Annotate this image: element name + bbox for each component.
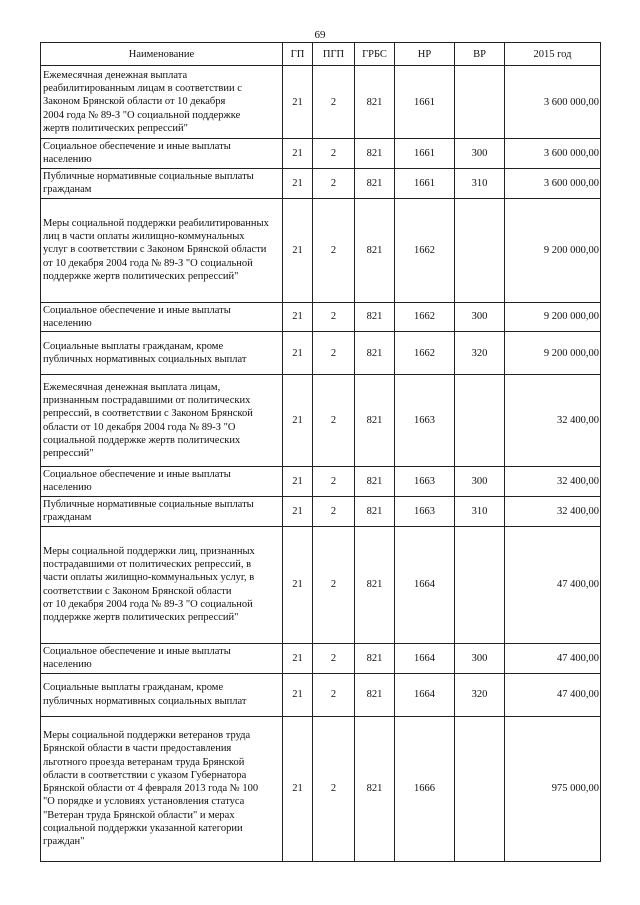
- row-vr: 300: [455, 467, 505, 497]
- row-name: Публичные нормативные социальные выплаты гражданам: [41, 168, 283, 198]
- row-grbs: 821: [355, 643, 395, 673]
- row-nr: 1662: [395, 302, 455, 332]
- row-nr: 1661: [395, 139, 455, 169]
- row-gp: 21: [283, 716, 313, 861]
- row-gp: 21: [283, 168, 313, 198]
- row-nr: 1664: [395, 526, 455, 643]
- table-row: [41, 673, 601, 716]
- header-year: 2015 год: [505, 43, 601, 66]
- row-nr: 1663: [395, 496, 455, 526]
- row-gp: 21: [283, 467, 313, 497]
- header-gp: ГП: [283, 43, 313, 66]
- row-nr: 1662: [395, 198, 455, 302]
- row-grbs: 821: [355, 375, 395, 467]
- row-pgp: 2: [313, 168, 355, 198]
- row-vr: [455, 716, 505, 861]
- row-gp: 21: [283, 673, 313, 716]
- row-amount: 32 400,00: [505, 467, 601, 497]
- row-name: Социальные выплаты гражданам, кроме публичных нормативных социальных выплат: [41, 673, 283, 716]
- table-row: [41, 332, 601, 375]
- row-amount: 3 600 000,00: [505, 168, 601, 198]
- row-gp: 21: [283, 643, 313, 673]
- table-row: [41, 526, 601, 643]
- row-grbs: 821: [355, 526, 395, 643]
- row-pgp: 2: [313, 716, 355, 861]
- row-grbs: 821: [355, 332, 395, 375]
- row-name: Социальные выплаты гражданам, кроме публичных нормативных социальных выплат: [41, 332, 283, 375]
- row-grbs: 821: [355, 66, 395, 139]
- row-name: Меры социальной поддержки лиц, признанных пострадавшими от политических репрессий, в части оплаты жилищно-коммунальных услуг, в соответствии с Законом Брянской области от 10 декабря 2004 года № 89-З "О социальной поддержке жертв политических репрессий": [41, 526, 283, 643]
- row-name: Ежемесячная денежная выплата лицам, признанным пострадавшими от политических репрессий, в соответствии с Законом Брянской области от 10 декабря 2004 года № 89-З "О социальной поддержке жертв политических репрессий": [41, 375, 283, 467]
- row-name: Социальное обеспечение и иные выплаты населению: [41, 643, 283, 673]
- row-grbs: 821: [355, 302, 395, 332]
- table-row: [41, 139, 601, 169]
- row-pgp: 2: [313, 496, 355, 526]
- table-row: [41, 66, 601, 139]
- row-gp: 21: [283, 526, 313, 643]
- row-gp: 21: [283, 302, 313, 332]
- row-gp: 21: [283, 198, 313, 302]
- row-name: Ежемесячная денежная выплата реабилитированным лицам в соответствии с Законом Брянской области от 10 декабря 2004 года № 89-З "О социальной поддержке жертв политических репрессий": [41, 66, 283, 139]
- row-pgp: 2: [313, 526, 355, 643]
- row-pgp: 2: [313, 302, 355, 332]
- row-amount: 9 200 000,00: [505, 198, 601, 302]
- row-amount: 32 400,00: [505, 496, 601, 526]
- row-nr: 1666: [395, 716, 455, 861]
- row-grbs: 821: [355, 139, 395, 169]
- row-gp: 21: [283, 332, 313, 375]
- row-amount: 47 400,00: [505, 643, 601, 673]
- row-grbs: 821: [355, 716, 395, 861]
- row-pgp: 2: [313, 673, 355, 716]
- table-row: [41, 716, 601, 861]
- row-amount: 3 600 000,00: [505, 66, 601, 139]
- row-vr: 320: [455, 673, 505, 716]
- row-vr: [455, 66, 505, 139]
- row-nr: 1663: [395, 375, 455, 467]
- page-number: 69: [314, 29, 326, 41]
- row-grbs: 821: [355, 168, 395, 198]
- table-row: [41, 168, 601, 198]
- row-pgp: 2: [313, 375, 355, 467]
- row-grbs: 821: [355, 673, 395, 716]
- row-nr: 1664: [395, 673, 455, 716]
- row-grbs: 821: [355, 467, 395, 497]
- row-amount: 47 400,00: [505, 526, 601, 643]
- row-gp: 21: [283, 375, 313, 467]
- row-name: Социальное обеспечение и иные выплаты населению: [41, 302, 283, 332]
- row-grbs: 821: [355, 198, 395, 302]
- header-nr: НР: [395, 43, 455, 66]
- table-row: [41, 198, 601, 302]
- row-amount: 9 200 000,00: [505, 302, 601, 332]
- row-vr: 300: [455, 643, 505, 673]
- header-grbs: ГРБС: [355, 43, 395, 66]
- row-name: Меры социальной поддержки ветеранов труда Брянской области в части предоставления льготного проезда ветеранам труда Брянской области в соответствии с указом Губернатора Брянской области от 4 февраля 2013 года № 100 "О порядке и условиях установления статуса "Ветеран труда Брянской области" и мерах социальной поддержки указанной категории граждан": [41, 716, 283, 861]
- row-vr: [455, 198, 505, 302]
- table-header-row: [41, 43, 601, 66]
- row-name: Публичные нормативные социальные выплаты гражданам: [41, 496, 283, 526]
- row-amount: 47 400,00: [505, 673, 601, 716]
- row-grbs: 821: [355, 496, 395, 526]
- header-pgp: ПГП: [313, 43, 355, 66]
- row-pgp: 2: [313, 467, 355, 497]
- row-vr: [455, 375, 505, 467]
- row-pgp: 2: [313, 66, 355, 139]
- row-pgp: 2: [313, 643, 355, 673]
- row-nr: 1663: [395, 467, 455, 497]
- row-amount: 975 000,00: [505, 716, 601, 861]
- row-nr: 1661: [395, 66, 455, 139]
- row-pgp: 2: [313, 139, 355, 169]
- row-name: Социальное обеспечение и иные выплаты населению: [41, 139, 283, 169]
- header-vr: ВР: [455, 43, 505, 66]
- row-gp: 21: [283, 66, 313, 139]
- row-name: Меры социальной поддержки реабилитированных лиц в части оплаты жилищно-коммунальных услуг в соответствии с Законом Брянской области от 10 декабря 2004 года № 89-З "О социальной поддержке жертв политических репрессий": [41, 198, 283, 302]
- table-row: [41, 643, 601, 673]
- row-nr: 1661: [395, 168, 455, 198]
- row-pgp: 2: [313, 332, 355, 375]
- table-row: [41, 467, 601, 497]
- header-name: Наименование: [41, 43, 283, 66]
- row-vr: 300: [455, 302, 505, 332]
- row-vr: 310: [455, 168, 505, 198]
- table-row: [41, 496, 601, 526]
- row-vr: 300: [455, 139, 505, 169]
- table-row: [41, 375, 601, 467]
- row-gp: 21: [283, 139, 313, 169]
- row-amount: 32 400,00: [505, 375, 601, 467]
- row-amount: 3 600 000,00: [505, 139, 601, 169]
- row-nr: 1662: [395, 332, 455, 375]
- row-vr: [455, 526, 505, 643]
- row-amount: 9 200 000,00: [505, 332, 601, 375]
- row-vr: 320: [455, 332, 505, 375]
- table-row: [41, 302, 601, 332]
- budget-table: [40, 42, 601, 862]
- row-pgp: 2: [313, 198, 355, 302]
- row-vr: 310: [455, 496, 505, 526]
- row-name: Социальное обеспечение и иные выплаты населению: [41, 467, 283, 497]
- row-gp: 21: [283, 496, 313, 526]
- row-nr: 1664: [395, 643, 455, 673]
